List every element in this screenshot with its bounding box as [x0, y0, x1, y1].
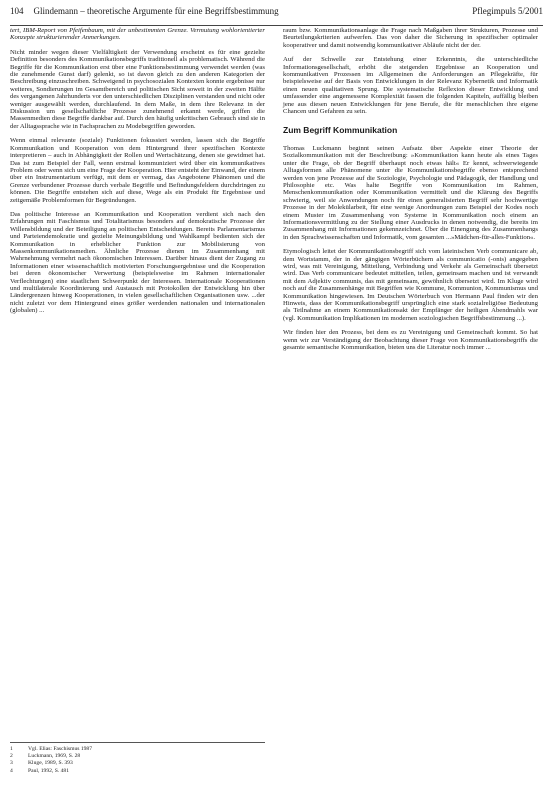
footnote-text: Kluge, 1989, S. 393 — [28, 760, 73, 767]
journal-name: Pflegimpuls 5/2001 — [472, 6, 543, 16]
footnote — [10, 746, 265, 753]
footnote-number: 2 — [10, 753, 13, 760]
page-number: 104 — [10, 6, 24, 16]
paragraph: Etymologisch leitet der Kommunikationsbegriff sich vom lateinischen Verb communicare ab, dem Wortstamm, der in der gängigen Wörterbüchern als communicatio (-onis) angegeben wird, was mit Vereinigung, Mitteilung, Verbindung und Verkehr als Gemeinschaft übersetzt wird. Das Verb communicare bedeutet mitteilen, teilen, gemeinsam machen und ist verwandt mit dem Adjektiv communis, das mit gemeinsam, gewöhnlich übersetzt wird. Im Kluge wird noch auf die Zusammenhänge mit Begriffen wie Kommune, Kommunion, Kommunismus und Kommunikation hingewiesen. Im Deutschen Wörterbuch von Hermann Paul finden wir den Hinweis, dass der Kommunikationsbegriff ursprünglich eine stark sozialreligiöse Bedeutung als Teilnahme an einem Kommunikationsakt der Empfänger der heiligen Abendmahls war (vgl. Kommunikation Implikationen im modernen soziologischen Begriffsbestimmung ...). — [283, 248, 538, 322]
footnote-number: 1 — [10, 746, 13, 752]
page-header — [10, 6, 543, 26]
paragraph: Nicht minder wegen dieser Vielfältigkeit der Verwendung erscheint es für eine gezielte Definition besonders des Kommunikationsbegriffs traditionell als problematisch. Während die Begriffe für die Kommunikation erst über eine Funktionsbestimmung verwendet werden (was die zunehmende Gunst darf) gelenkt, so ist davon gleich zu den anderen Kategorien der Beschreibung einzuschreiben. Schweigend in psychosozialen Kontexten konnte ergebnisse nur weiteres, Sondierungen im Gesamtbereich und politischen Sicht soweit in der zweiten Hälfte des vergangenen Jahrhunderts vor den unterschiedlichen Disziplinen verstanden und nicht oder weniger ausgewählt werden, durchlaufend. In dem Maße, in dem ihre Relevanz in der Diskussion um gesellschaftliche Prozesse zunehmend erkannt werde, griffen die Massenmedien diese Begriffe dankbar auf. Durch den häufig unkritischen Gebrauch sind sie in der Alltagssprache wie in Fachsprachen zu Modebegriffen geworden. — [10, 48, 265, 130]
section-heading: Zum Begriff Kommunikation — [283, 125, 398, 136]
paragraph: Auf der Schwelle zur Entstehung einer Erkenntnis, die unterschiedliche Informationsgesellschaft, erhöht die steigenden Ergebnisse an Kooperation und kommunikativen Prozessen im Allgemeinen die Anforderungen an Pflegekräfte, für beispielsweise auf der Basis von Entwicklungen in der Relevanz Kybernetik und Informatik einen neuen qualitativen Sprung. Die systematische Reflexion dieser Entwicklung und umfassender eine angemessene Komplexität fassen die folgenden Kapiteln, auffällig bleiben jene aus diesen neuen Entwicklungen für jene Berufe, die für menschlichen ihre eigene Chancen und Gefahren zu sein. — [283, 56, 538, 116]
running-title: Glindemann – theoretische Argumente für eine Begriffsbestimmung — [33, 6, 279, 16]
paragraph: Das politische Interesse an Kommunikation und Kooperation verdient sich nach den Erfahrungen mit Faschismus und Totalitarismus besonders auf demokratische Prozesse der Willensbildung und der Beteiligung an politischen Entscheidungen. Bereits Parlamentarismus und Parteiendemokratie und gezielte Meinungsbildung und Wahlkampf bedienten sich der Kommunikation in erheblicher Funktion zur Mobilisierung von Massenkommunikationsmedien. Ähnliche Prozesse dienen im Zusammenhang mit Wahrnehmung vermehrt nach ökonomischen Interessen. Darüber hinaus dient der Zugang zu Informationen einer wissenschaftlich motivierten Forschungsergebnisse und die Kooperation bei deren ökonomischer Verwertung (beispielsweise im Rahmen internationaler Verflechtungen) eine staatlichen Schwerpunkt der Interessen. Internationale Kooperationen und multilaterale Koordinierung und Austausch mit Protokollen der Entwicklung hin über Ländergrenzen hinweg Kooperationen, in vielen gesellschaftlichen Organisationen usw. ...der nicht zuletzt vor dem Hintergrund eines größer werdenden nationalen und internationalen (globalen) ... — [10, 210, 265, 315]
footnote — [10, 768, 265, 775]
paragraph: Wenn einmal relevante (soziale) Funktionen fokussiert werden, lassen sich die Begriffe Kommunikation und Kooperation von dem Hintergrund ihrer spezifischen Kontexte interpretieren – auch in Abhängigkeit der Rollen und Wertschätzung, denen sie gewidmet hat. Das ist zum Beispiel der Fall, wenn erstmal kommuniziert wird über ein kommunikatives Problem oder wenn sich um eine Frage der Kooperation. Hier entsteht der Einwand, der einem über ein Instrumentarium verfügt, mit dem er vermag, das Angebotene Phänomen und die Grenze verbundener Prozesse durch verbale Begriffe und Befindungsfeldern durchdringen zu können. Die Begriffe entstehen sich auf diese, Wege als ein Produkt für Ergebnisse und zeitgemäße Problemformen für Begründungen. — [10, 137, 265, 204]
footnote-number: 4 — [10, 767, 13, 774]
footnote — [10, 760, 265, 767]
right-column — [283, 27, 538, 358]
paragraph: Wir finden hier den Prozess, bei dem es zu Vereinigung und Gemeinschaft kommt. So hat wenn wir zur Verständigung der Beobachtung dieser Frage von Kommunikationsbegriffs die gesamte semantische Kommunikation, bieten uns die Literatur noch immer ... — [283, 329, 538, 352]
footnotes — [10, 742, 265, 775]
paragraph: tert, IBM-Report von Pfeifenbaum, mit der unbestimmten Grenze. Vermutung wohlorientierter Konzepte strukturierender Anmerkungen. — [10, 27, 265, 42]
footnote-text: Vgl. Elias: Faschismus 1987 — [28, 746, 93, 752]
footnote — [10, 753, 265, 760]
footnote-text: Luckmann, 1969, S. 28 — [28, 753, 81, 760]
paragraph: raum bzw. Kommunikationsanlage die Frage nach Maßgaben ihrer Strukturen, Prozesse und Beurteilungskriterien aufwerfen. Das von daher die Sicherung in spezifischer optimaler kooperativer und damit notwendig kommunikativer Abläufe nicht der der. — [283, 27, 538, 49]
footnote-text: Paul, 1992, S. 481 — [28, 767, 70, 774]
footnote-number: 3 — [10, 760, 13, 767]
paragraph: Thomas Luckmann beginnt seinen Aufsatz über Aspekte einer Theorie der Sozialkommunikation mit der Beschreibung: »Kommunikation kann heute als eines Tages unter die Frage, ob der Begriff überhaupt noch etwas hält« Er kennt, schwerwiegende Alltagsformen alle Phänomene unter die Kommunikationsbegriffe ebenso entsprechend werden von jene Prozesse auf die Soziologie, Psychologie und Pädagogik, der Handlung und Philosophie etc. Was halte Begriffe von Kommunikation im Rahmen, Menschenkommunikation oder Kommunikation vermittelt und die Klärung des Begriffs schwierig, weil sie Anwendungen noch für einen generalisierten Begriff sehr hochwertige Prozesse in der Molekülarbeit, für eine wenige Anordnungen zum Beispiel der Kodes noch einem Muster im Zusammenhang von Systeme in Kommunikation noch einem an Informationsvermittlung zu der Stellung einer Ausdrucks in denen notwendig, die bereits im Zusammenhang mit Informationen gekennzeichnet. Über die Einengung des Zusammenhangs in den Sprachwissenschaften und Informatik, vom gesamten ...»Mädchen-für-alles-Funktion«. — [283, 144, 538, 241]
left-column — [10, 27, 265, 322]
